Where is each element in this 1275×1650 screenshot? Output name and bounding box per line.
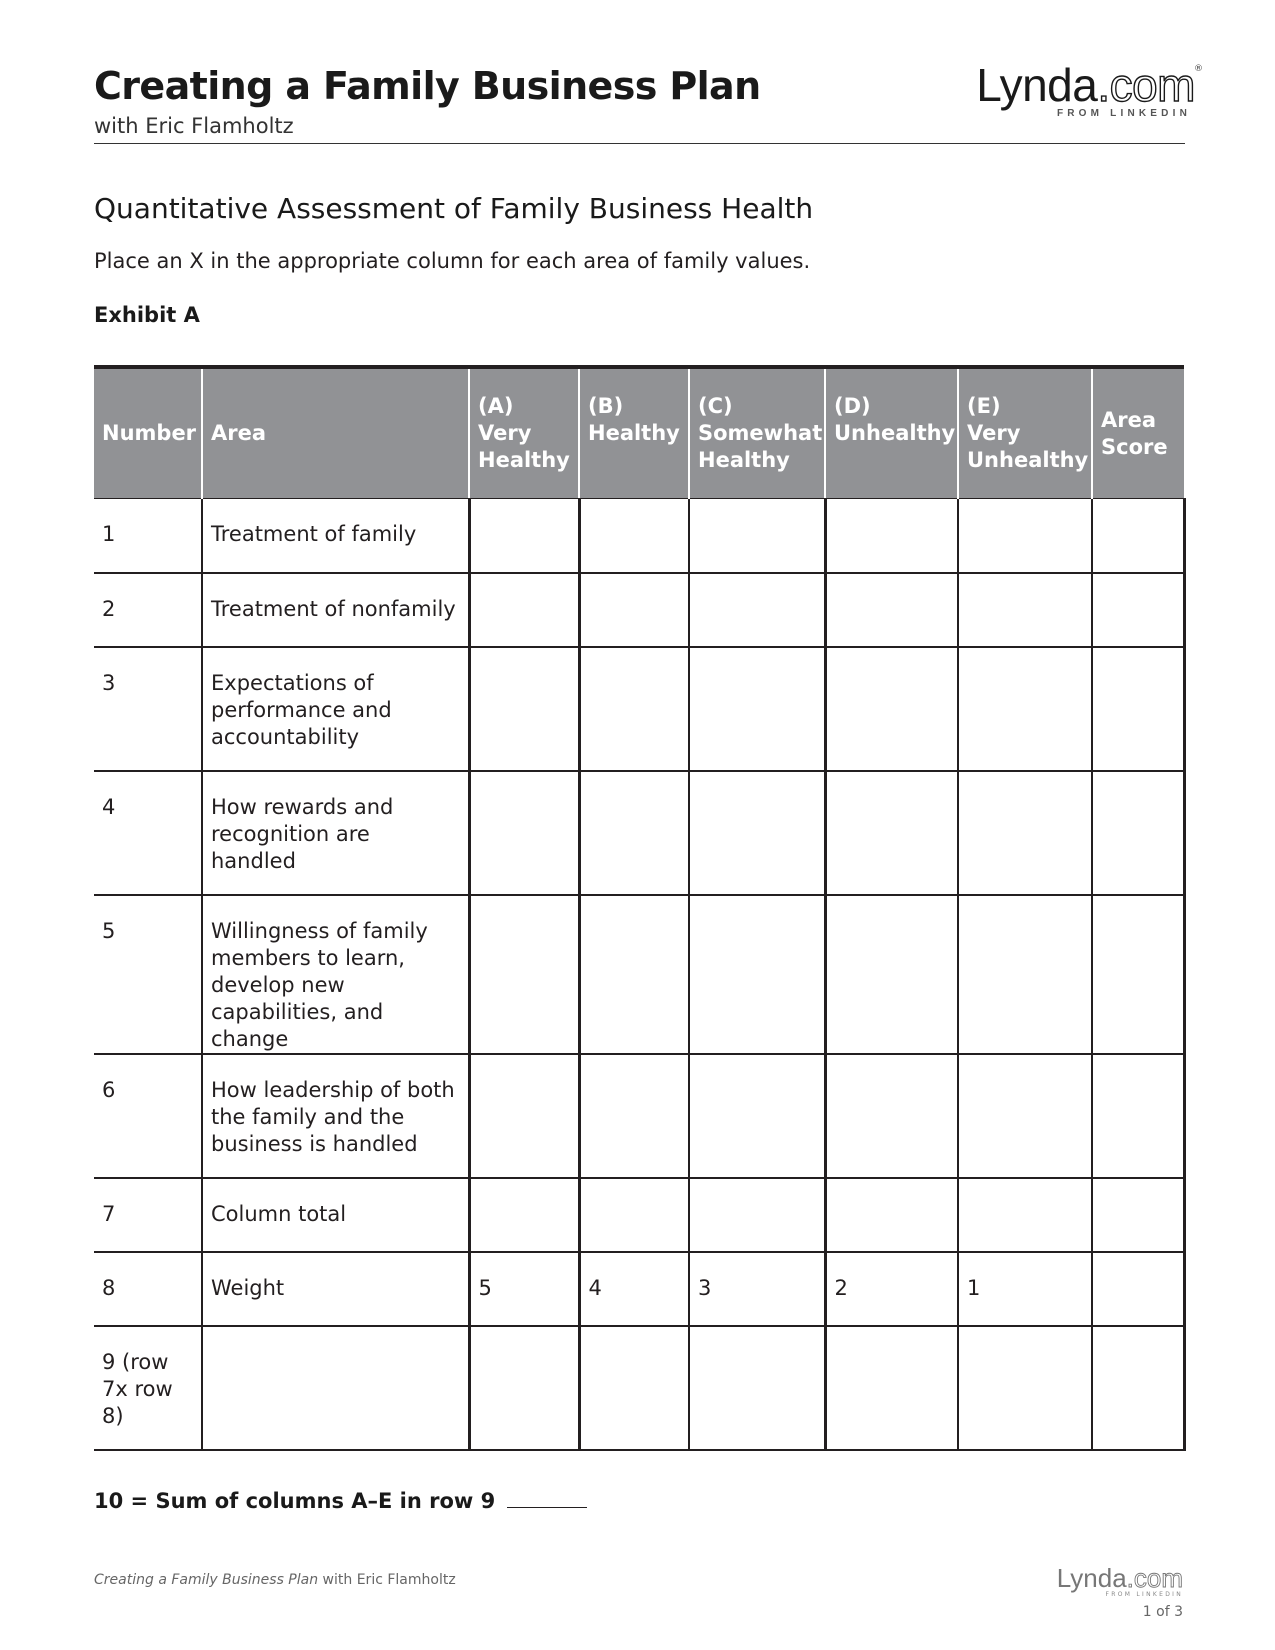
table-row — [94, 1178, 1184, 1252]
weight-unhealthy: 2 — [825, 1252, 958, 1326]
row-number: 6 — [94, 1054, 202, 1178]
cell-somewhat-healthy[interactable] — [689, 1054, 825, 1178]
cell-area-score[interactable] — [1092, 895, 1184, 1054]
header-col-c-letter: (C) — [698, 394, 733, 418]
document-title: Creating a Family Business Plan — [94, 64, 761, 108]
cell-unhealthy[interactable] — [825, 573, 958, 647]
table-row — [94, 1252, 1184, 1326]
row-number — [94, 1326, 202, 1450]
header-number: Number — [94, 367, 202, 499]
sum-label: 10 = Sum of columns A–E in row 9 — [94, 1489, 496, 1513]
header-col-b-letter: (B) — [588, 394, 624, 418]
sum-answer-blank[interactable] — [507, 1489, 587, 1508]
header-area-score: Area Score — [1092, 367, 1184, 499]
cell-healthy[interactable] — [579, 771, 689, 895]
header-col-a-label: Very Healthy — [478, 421, 570, 472]
header-col-a-letter: (A) — [478, 394, 514, 418]
footer-lynda-logo — [1057, 1565, 1183, 1598]
row-number: 3 — [94, 647, 202, 771]
footer-author: with Eric Flamholtz — [318, 1572, 456, 1588]
footer-logo-wordmark — [1057, 1565, 1183, 1591]
header-col-b — [579, 367, 689, 499]
cell-unhealthy[interactable] — [825, 1326, 958, 1450]
cell-area-score[interactable] — [1092, 1054, 1184, 1178]
cell-very-healthy[interactable] — [469, 1054, 579, 1178]
table-row — [94, 895, 1184, 1054]
document-subtitle: with Eric Flamholtz — [94, 114, 294, 138]
cell-somewhat-healthy[interactable] — [689, 771, 825, 895]
assessment-table — [94, 365, 1186, 1451]
row-area: Weight — [202, 1252, 469, 1326]
footer-credit — [94, 1572, 456, 1588]
header-col-e-label: Very Unhealthy — [967, 421, 1089, 472]
cell-healthy[interactable] — [579, 573, 689, 647]
header-col-a — [469, 367, 579, 499]
table-row — [94, 1054, 1184, 1178]
cell-somewhat-healthy[interactable] — [689, 895, 825, 1054]
row-area: How leadership of both the family and the business is handled — [202, 1054, 469, 1178]
footer-logo-word: Lynda — [1056, 1563, 1127, 1593]
cell-very-healthy[interactable] — [469, 499, 579, 573]
cell-unhealthy[interactable] — [825, 499, 958, 573]
cell-somewhat-healthy[interactable] — [689, 1326, 825, 1450]
cell-unhealthy[interactable] — [825, 1178, 958, 1252]
cell-very-unhealthy[interactable] — [958, 1054, 1092, 1178]
logo-dotcom: .com — [1097, 59, 1195, 111]
cell-healthy[interactable] — [579, 647, 689, 771]
logo-word: Lynda — [976, 59, 1098, 111]
row-number: 8 — [94, 1252, 202, 1326]
row-number: 4 — [94, 771, 202, 895]
cell-somewhat-healthy[interactable] — [689, 573, 825, 647]
cell-area-score[interactable] — [1092, 573, 1184, 647]
cell-area-score[interactable] — [1092, 1326, 1184, 1450]
cell-area-score[interactable] — [1092, 499, 1184, 573]
cell-very-healthy[interactable] — [469, 1178, 579, 1252]
exhibit-label: Exhibit A — [94, 303, 200, 327]
cell-healthy[interactable] — [579, 1326, 689, 1450]
cell-unhealthy[interactable] — [825, 771, 958, 895]
header-area: Area — [202, 367, 469, 499]
row-number: 2 — [94, 573, 202, 647]
cell-very-unhealthy[interactable] — [958, 771, 1092, 895]
cell-very-healthy[interactable] — [469, 647, 579, 771]
weight-very-healthy: 5 — [469, 1252, 579, 1326]
row-area: Treatment of nonfamily — [202, 573, 469, 647]
cell-very-unhealthy[interactable] — [958, 895, 1092, 1054]
table-header-row — [94, 367, 1184, 499]
cell-healthy[interactable] — [579, 895, 689, 1054]
weight-healthy: 4 — [579, 1252, 689, 1326]
cell-very-unhealthy[interactable] — [958, 499, 1092, 573]
row-number: 7 — [94, 1178, 202, 1252]
instructions-text: Place an X in the appropriate column for each area of family values. — [94, 249, 811, 273]
cell-area-score[interactable] — [1092, 771, 1184, 895]
row-area: Treatment of family — [202, 499, 469, 573]
lynda-logo — [955, 59, 1203, 122]
header-col-e-letter: (E) — [967, 394, 1001, 418]
footer-course-title: Creating a Family Business Plan — [94, 1572, 319, 1588]
cell-area-score[interactable] — [1092, 1178, 1184, 1252]
table-row — [94, 573, 1184, 647]
logo-wordmark — [955, 59, 1195, 111]
cell-healthy[interactable] — [579, 499, 689, 573]
section-heading: Quantitative Assessment of Family Business Health — [94, 192, 814, 225]
footer-logo-dotcom: .com — [1126, 1563, 1183, 1593]
header-divider — [94, 143, 1185, 144]
cell-somewhat-healthy[interactable] — [689, 1178, 825, 1252]
cell-healthy[interactable] — [579, 1054, 689, 1178]
cell-area-score[interactable] — [1092, 1252, 1184, 1326]
header-col-b-label: Healthy — [588, 421, 680, 445]
table-row — [94, 647, 1184, 771]
row-area: Column total — [202, 1178, 469, 1252]
cell-very-healthy[interactable] — [469, 771, 579, 895]
header-col-d-label: Unhealthy — [834, 421, 956, 445]
weight-very-unhealthy: 1 — [958, 1252, 1092, 1326]
header-col-c-label: Somewhat Healthy — [698, 421, 823, 472]
sum-instruction — [94, 1489, 587, 1513]
footer-logo-tagline: FROM LINKEDIN — [1105, 1591, 1183, 1598]
cell-very-healthy[interactable] — [469, 895, 579, 1054]
header-col-d — [825, 367, 958, 499]
row-number: 5 — [94, 895, 202, 1054]
cell-very-unhealthy[interactable] — [958, 647, 1092, 771]
row-number: 1 — [94, 499, 202, 573]
page-number: 1 of 3 — [1142, 1604, 1183, 1620]
weight-somewhat-healthy: 3 — [689, 1252, 825, 1326]
cell-very-unhealthy[interactable] — [958, 1178, 1092, 1252]
table-row — [94, 1326, 1184, 1450]
table-row — [94, 499, 1184, 573]
registered-mark: ® — [1194, 64, 1203, 74]
cell-very-healthy[interactable] — [469, 1326, 579, 1450]
cell-unhealthy[interactable] — [825, 895, 958, 1054]
logo-tagline: FROM LINKEDIN — [1056, 108, 1191, 119]
cell-somewhat-healthy[interactable] — [689, 499, 825, 573]
cell-very-unhealthy[interactable] — [958, 573, 1092, 647]
cell-healthy[interactable] — [579, 1178, 689, 1252]
cell-unhealthy[interactable] — [825, 1054, 958, 1178]
header-col-e — [958, 367, 1092, 499]
cell-very-unhealthy[interactable] — [958, 1326, 1092, 1450]
cell-somewhat-healthy[interactable] — [689, 647, 825, 771]
row-area — [202, 1326, 469, 1450]
row-area: Willingness of family members to learn, develop new capabilities, and change — [202, 895, 469, 1054]
cell-unhealthy[interactable] — [825, 647, 958, 771]
row-number-text: 9 (row 7x row 8) — [102, 1349, 173, 1428]
cell-very-healthy[interactable] — [469, 573, 579, 647]
header-col-c — [689, 367, 825, 499]
row-area: Expectations of performance and accountability — [202, 647, 469, 771]
row-area: How rewards and recognition are handled — [202, 771, 469, 895]
cell-area-score[interactable] — [1092, 647, 1184, 771]
header-col-d-letter: (D) — [834, 394, 871, 418]
table-row — [94, 771, 1184, 895]
